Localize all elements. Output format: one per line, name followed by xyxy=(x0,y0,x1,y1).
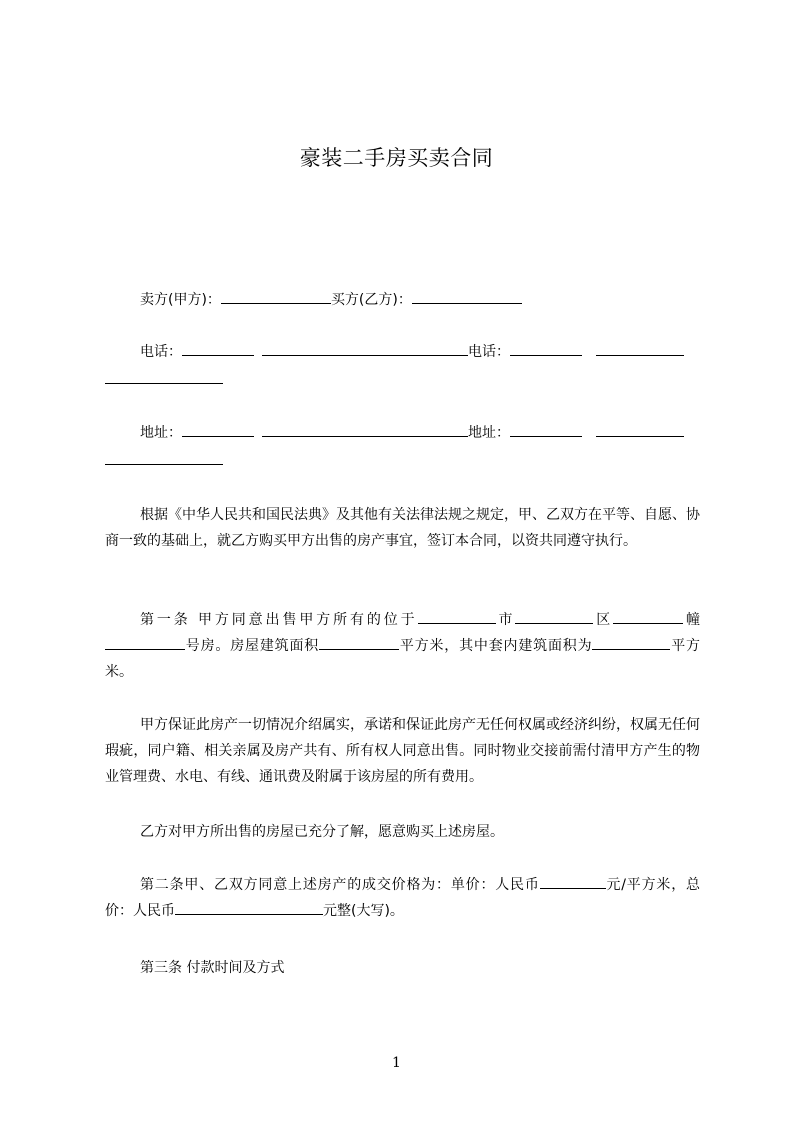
seller-label: 卖方(甲方)： xyxy=(140,292,221,308)
city-blank xyxy=(418,609,496,624)
article-1 xyxy=(105,607,700,685)
address-line-continued xyxy=(105,449,705,473)
guarantee-paragraph: 甲方保证此房产一切情况介绍属实，承诺和保证此房产无任何权属或经济纠纷，权属无任何瑕疵，同户籍、相关亲属及房产共有、所有权人同意出售。同时物业交接前需付清甲方产生的物业管理费、水电、有线、通讯费及附属于该房屋的所有费用。 xyxy=(105,717,700,785)
building-label: 幢 xyxy=(683,612,701,628)
buyer-address-blank-2 xyxy=(596,422,684,437)
building-blank xyxy=(613,609,683,624)
seller-phone-label: 电话： xyxy=(140,344,182,360)
total-price-prefix: 米，总价：人民币 xyxy=(105,877,701,919)
unit-price-blank xyxy=(540,874,606,889)
city-label: 市 xyxy=(495,612,516,628)
buyer-acknowledgement: 乙方对甲方所出售的房屋已充分了解，愿意购买上述房屋。 xyxy=(140,824,504,840)
seller-address-label: 地址： xyxy=(140,425,182,441)
buyer-address-blank xyxy=(510,422,582,437)
area-label: 平方米，其中套内建筑面积为 xyxy=(399,638,593,654)
article-1-intro: 第一条 甲方同意出售甲方所有的位于 xyxy=(140,612,418,628)
article-1-tail: 平方米。 xyxy=(105,638,701,680)
district-blank xyxy=(515,609,593,624)
intro-paragraph: 根据《中华人民共和国民法典》及其他有关法律法规之规定，甲、乙双方在平等、自愿、协商一致的基础上，就乙方购买甲方出售的房产事宜，签订本合同，以资共同遵守执行。 xyxy=(105,507,700,549)
buyer-phone-label: 电话： xyxy=(468,344,510,360)
article-3: 第三条 付款时间及方式 xyxy=(140,960,285,976)
buyer-blank xyxy=(412,289,522,304)
contract-title: 豪装二手房买卖合同 xyxy=(299,146,494,170)
buyer-phone-blank-2 xyxy=(596,341,684,356)
district-label: 区 xyxy=(593,612,614,628)
unit-price-suffix: 元/平方 xyxy=(605,877,657,893)
address-blank-continued xyxy=(105,450,223,465)
article-2 xyxy=(105,872,700,924)
seller-address-blank-2 xyxy=(262,422,468,437)
buyer-phone-blank xyxy=(510,341,582,356)
address-line xyxy=(105,421,740,445)
phone-blank-continued xyxy=(105,369,223,384)
article-2-intro: 第二条甲、乙双方同意上述房产的成交价格为：单价：人民币 xyxy=(140,877,540,893)
inner-area-blank xyxy=(592,635,670,650)
unit-label: 号房。房屋建筑面积 xyxy=(185,638,320,654)
total-price-suffix: 元整(大写)。 xyxy=(323,903,404,919)
unit-blank xyxy=(105,635,185,650)
phone-line-continued xyxy=(105,368,705,392)
buyer-address-label: 地址： xyxy=(468,425,510,441)
parties-line xyxy=(105,288,740,312)
total-price-blank xyxy=(175,900,323,915)
page-number: 1 xyxy=(392,1055,401,1071)
seller-phone-blank-2 xyxy=(262,341,468,356)
seller-phone-blank xyxy=(182,341,254,356)
seller-address-blank xyxy=(182,422,254,437)
area-blank xyxy=(319,635,399,650)
buyer-label: 买方(乙方)： xyxy=(330,292,412,308)
phone-line xyxy=(105,340,740,364)
seller-blank xyxy=(221,289,331,304)
